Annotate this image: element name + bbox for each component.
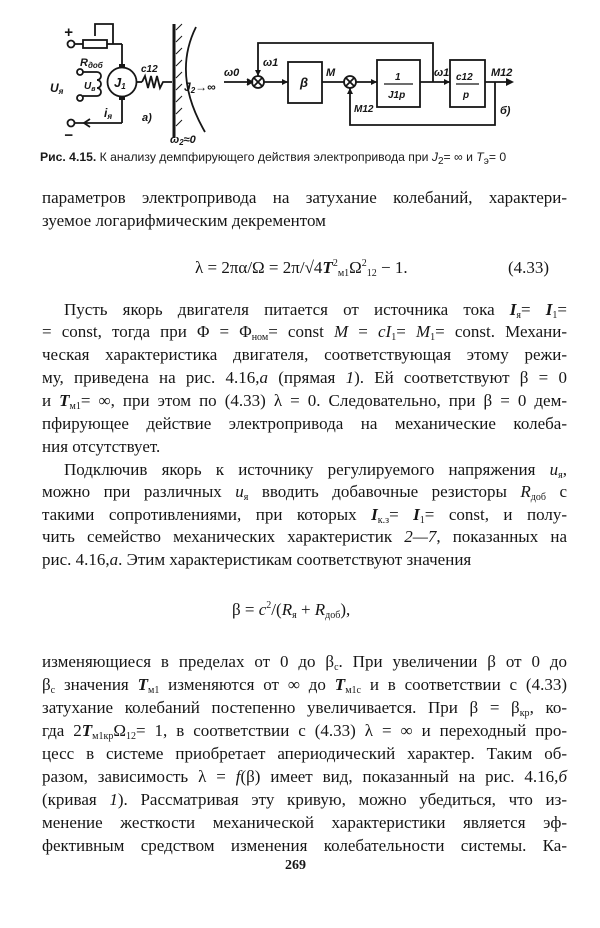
text-run: = [521,300,546,319]
text-run: ном [251,332,269,343]
text-run: К анализу демпфирующего действия электропривода при [99,150,432,164]
text-line [42,300,567,320]
text-run: c [334,662,339,673]
svg-text:б): б) [500,105,511,117]
text-line [42,460,567,480]
text-run: 1 [419,515,425,526]
text-run: 1 [430,332,436,343]
text-line [42,721,567,741]
text-run: c [50,685,56,696]
plus-label: + [64,24,73,41]
text-run: 12 [126,731,136,742]
text-run: = ∞, при этом по (4.33) λ = 0. Следовательно, при β = 0 дем- [80,391,567,410]
text-line [42,675,567,695]
text-run: − 1. [376,258,408,277]
text-line [42,437,567,457]
text-line [42,391,567,411]
equation-number: (4.33) [508,258,550,277]
page-number: 269 [285,858,306,873]
text-run: . Этим характеристикам соответствуют значения [118,550,472,569]
text-line [42,813,567,833]
text-run: зуемое логарифмическим декрементом [42,211,326,230]
svg-text:J2→∞: J2→∞ [184,80,216,95]
svg-text:M12: M12 [354,104,374,115]
text-run: = [396,322,416,341]
text-run: цесс в системе приобретает апериодический характер. Таким об- [42,744,567,763]
text-run: I [509,300,517,319]
text-run: , ко- [529,698,568,717]
text-run: = const, тогда при Φ = Φ [42,322,252,341]
text-run: R [281,600,293,619]
text-run: (прямая [268,368,346,387]
text-run: + [296,600,315,619]
text-run: 1 [109,790,118,809]
text-run: я [292,610,297,621]
text-run: β = [232,600,259,619]
figure-caption [40,150,507,167]
text-run: 12 [366,268,377,279]
text-run: 1 [345,368,355,387]
text-run: I [545,300,553,319]
svg-text:c12: c12 [141,64,158,75]
svg-text:β: β [300,75,309,90]
text-run: . При увеличении β от 0 до [338,652,567,671]
svg-text:J1p: J1p [388,90,406,101]
text-run: = 0 [488,150,507,164]
text-line [42,368,567,388]
text-run: cI [377,322,392,341]
text-run: гда 2 [42,721,82,740]
text-run: фективным средством изменения колебательности системы. Ка- [42,836,567,855]
text-run: к.з [377,515,390,526]
text-run: u [235,482,244,501]
text-run: λ = 2πα/Ω = 2π [195,258,300,277]
text-run: 2—7 [404,527,437,546]
svg-text:Rдоб: Rдоб [80,57,103,70]
text-run: я [243,492,249,503]
text-run: 1 [552,310,558,321]
formula-beta [232,600,350,620]
svg-text:p: p [463,90,470,101]
text-line [42,744,567,764]
text-line [42,414,567,434]
text-run: можно при различных [42,482,236,501]
text-run: = const, и полу- [424,505,567,524]
text-line [42,345,567,365]
text-run: значения [55,675,138,694]
text-line [42,188,567,208]
svg-text:1: 1 [395,72,401,83]
text-run: J [431,150,438,164]
text-run: Ω [349,258,362,277]
text-run: изменяются от ∞ до [159,675,335,694]
svg-text:J1: J1 [114,75,126,91]
text-run: /( [271,600,282,619]
text-run: T [81,721,93,740]
text-run: R [520,482,531,501]
text-run: б [558,767,567,786]
text-line [42,482,567,502]
svg-text:c12: c12 [456,72,473,83]
text-run: и в соответствии с (4.33) [360,675,567,694]
text-run: (β) имеет вид, показанный на рис. 4.16, [240,767,559,786]
formula-4-33 [195,258,408,278]
text-run: доб [530,492,546,503]
text-line [42,767,567,787]
text-run: я [516,310,522,321]
text-run: f [235,767,241,786]
text-run: 2 [332,258,338,269]
text-run: м1 [147,685,160,696]
text-run: /√ [299,258,314,277]
text-run: β [42,675,51,694]
text-line [42,527,567,547]
text-line [42,790,567,810]
text-run: м1 [69,401,81,412]
text-run: я [558,470,563,481]
text-run: м1кр [92,731,114,742]
text-run: T [476,150,484,164]
svg-text:Uв: $U_в$ [84,81,96,93]
text-run: Ω [113,721,126,740]
text-run: T [59,391,70,410]
text-run: менение жесткости механической характеристики является эф- [42,813,567,832]
svg-text:a): a) [142,112,152,124]
text-run: пфирующее действие электропривода на механические колеба- [42,414,567,433]
text-line [42,652,567,672]
text-run: 2 [266,600,272,611]
text-run: c [258,600,267,619]
text-run: T [334,675,346,694]
svg-text:ω1: ω1 [263,57,279,69]
svg-text:ω1: ω1 [434,67,450,79]
text-run: и [42,391,60,410]
text-run: I [413,505,420,524]
svg-text:ω2≈0: ω2≈0 [170,134,196,147]
text-run: = [389,505,414,524]
text-run: чить семейство механических характеристик [42,527,405,546]
text-run: доб [325,610,341,621]
svg-text:iя: iя [104,106,113,121]
text-line [42,698,567,718]
text-run: му, приведена на рис. 4.16, [42,368,260,387]
text-run: параметров электропривода на затухание колебаний, характери- [42,188,567,207]
text-run: Подключив якорь к источнику регулируемого напряжения [64,460,550,479]
text-run: T [137,675,148,694]
text-run: u [549,460,559,479]
text-run: изменяющиеся в пределах от 0 до β [42,652,335,671]
svg-text:M12: M12 [491,67,513,79]
text-run: а [109,550,119,569]
text-run: , [562,460,567,479]
text-line [42,211,567,231]
text-run: ). Рассматривая эту кривую, можно убедиться, что из- [117,790,567,809]
text-run: э [483,156,489,167]
text-run: ния отсутствует. [42,437,161,456]
text-run: м1 [337,268,350,279]
text-run: ), [340,600,351,619]
text-run: ). Ей соответствуют β = 0 [354,368,567,387]
text-run: м1c [345,685,361,696]
text-run: рис. 4.16, [42,550,110,569]
text-run: 1 [391,332,397,343]
text-run: кр [519,708,530,719]
text-run: = const. Механи- [435,322,567,341]
text-run: = [557,300,567,319]
minus-label: − [64,127,73,144]
text-run: I [371,505,378,524]
text-run: M [415,322,431,341]
svg-text:ω0: ω0 [224,67,240,79]
figure-4-15-diagram [0,0,600,150]
text-run: T [322,258,333,277]
text-run: = [348,322,378,341]
text-run: (кривая [42,790,110,809]
svg-text:M: M [326,67,336,79]
svg-text:Uя: Uя [50,81,64,96]
text-run: такими сопротивлениями, при которых [42,505,372,524]
text-line [42,550,567,570]
text-run: M [333,322,349,341]
text-run: 2 [361,258,367,269]
text-run: = ∞ и [443,150,477,164]
text-run: Пусть якорь двигателя питается от источника тока [64,300,510,319]
text-run: = const [268,322,334,341]
text-run: разом, зависимость λ = [42,767,236,786]
text-run: 2 [437,156,444,167]
text-run: а [259,368,269,387]
text-run: вводить добавочные резисторы [248,482,521,501]
text-line [42,322,567,342]
text-run: затухание колебаний постепенно увеличивается. При β = β [42,698,520,717]
text-line [42,836,567,856]
text-run: 4 [313,258,323,277]
text-run: с [545,482,568,501]
text-run: ческая характеристика двигателя, соответствующая этому режи- [42,345,567,364]
text-run: = 1, в соответствии с (4.33) λ = ∞ и переходный про- [136,721,567,740]
text-run: , показанных на [436,527,567,546]
text-run: R [314,600,326,619]
text-line [42,505,567,525]
text-run: Рис. 4.15. [40,150,100,164]
